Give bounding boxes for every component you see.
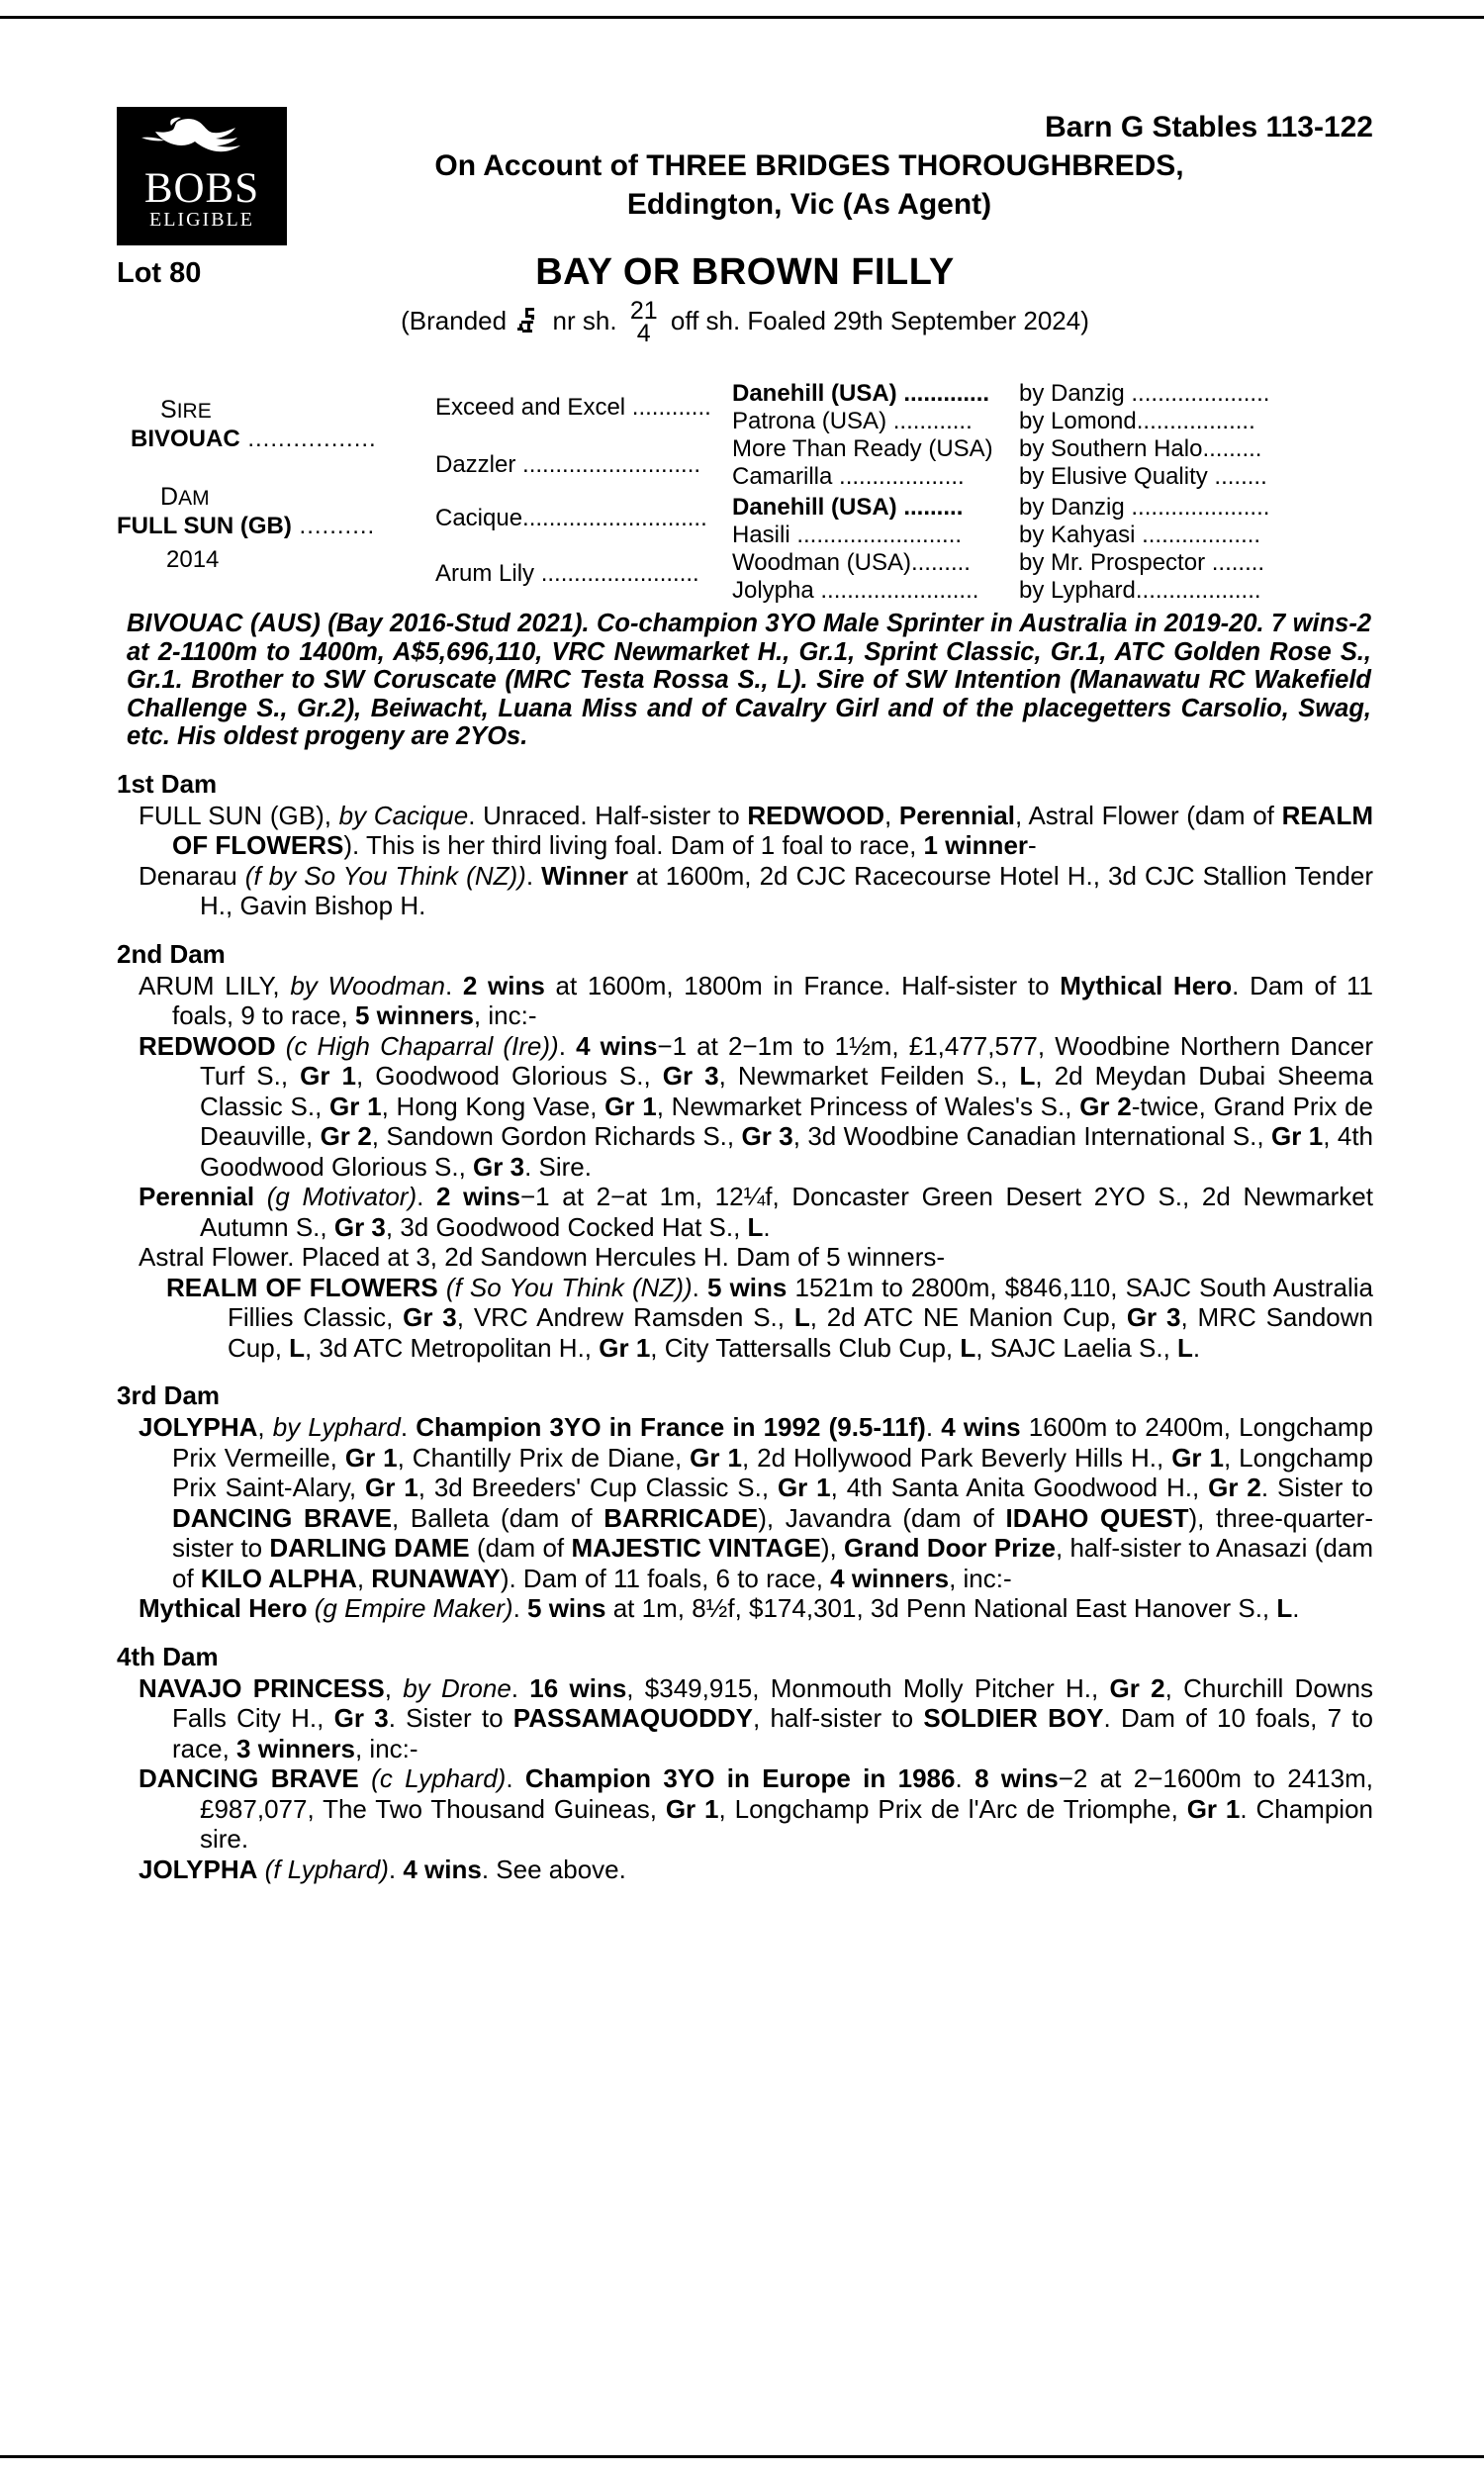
brand-number-stack <box>629 297 658 347</box>
pedigree-gen2-cell: Exceed and Excel ............ <box>435 394 711 421</box>
pedigree-gen4-cell: by Elusive Quality ........ <box>1019 463 1267 490</box>
pedigree-gen3-cell: Danehill (USA) ............. <box>732 380 990 407</box>
sire-name <box>131 426 377 453</box>
pedigree-gen2-cell: Arum Lily ........................ <box>435 560 699 587</box>
dam-section-heading: 1st Dam <box>117 768 218 799</box>
sire-label: SIRE <box>160 396 212 424</box>
dam-name <box>117 513 375 540</box>
dam-sections <box>117 769 1373 1885</box>
sire-name-dots: ................. <box>239 426 377 452</box>
lot-title-block <box>117 249 1373 366</box>
pedigree-gen4-cell: by Danzig ..................... <box>1019 380 1270 407</box>
brand-denominator: 4 <box>636 320 651 347</box>
page-content <box>117 91 1373 1884</box>
branding-line <box>117 297 1373 347</box>
dam-section-heading: 4th Dam <box>117 1641 219 1671</box>
brand-numerator: 21 <box>629 297 658 325</box>
pedigree-gen4-cell: by Mr. Prospector ........ <box>1019 549 1265 576</box>
dam-entry: REALM OF FLOWERS (f So You Think (NZ)). 5 wins 1521m to 2800m, $846,110, SAJC South Australia Fillies Classic, Gr 3, VRC Andrew Ramsden S., L, 2d ATC NE Manion Cup, Gr 3, MRC Sandown Cup, L, 3d ATC Metropolitan H., Gr 1, City Tattersalls Club Cup, L, SAJC Laelia S., L. <box>166 1272 1373 1363</box>
pedigree-gen3-cell: Hasili ......................... <box>732 522 963 548</box>
lot-number: Lot 80 <box>117 257 202 289</box>
dam-entry: NAVAJO PRINCESS, by Drone. 16 wins, $349,915, Monmouth Molly Pitcher H., Gr 2, Churchill Downs Falls City H., Gr 3. Sister to PASSAMAQUODDY, half-sister to SOLDIER BOY. Dam of 10 foals, 7 to race, 3 winners, inc:- <box>139 1672 1374 1763</box>
dam-entry: JOLYPHA, by Lyphard. Champion 3YO in France in 1992 (9.5-11f). 4 wins 1600m to 2400m, Longchamp Prix Vermeille, Gr 1, Chantilly Prix de Diane, Gr 1, 2d Hollywood Park Beverly Hills H., Gr 1, Longchamp Prix Saint-Alary, Gr 1, 3d Breeders' Cup Classic S., Gr 1, 4th Santa Anita Goodwood H., Gr 2. Sister to DANCING BRAVE, Balleta (dam of BARRICADE), Javandra (dam of IDAHO QUEST), three-quarter-sister to DARLING DAME (dam of MAJESTIC VINTAGE), Grand Door Prize, half-sister to Anasazi (dam of KILO ALPHA, RUNAWAY). Dam of 11 foals, 6 to race, 4 winners, inc:- <box>139 1412 1374 1593</box>
pedigree-table <box>117 376 1373 604</box>
barn-stables-label: Barn G Stables 113-122 <box>1045 111 1373 143</box>
pedigree-gen2-cell: Dazzler ........................... <box>435 451 701 478</box>
dam-year: 2014 <box>166 546 220 573</box>
branded-mid: nr sh. <box>552 306 617 335</box>
pedigree-gen4-cell: by Southern Halo......... <box>1019 435 1262 462</box>
logo-eligible-text: ELIGIBLE <box>149 209 254 231</box>
sire-description: BIVOUAC (AUS) (Bay 2016-Stud 2021). Co-champion 3YO Male Sprinter in Australia in 2019-20. 7 wins-2 at 2-1100m to 1400m, A$5,696,110, VRC Newmarket H., Gr.1, Sprint Classic, Gr.1, ATC Golden Rose S., Gr.1. Brother to SW Coruscate (MRC Testa Rossa S., L). Sire of SW Intention (Manawatu RC Wakefield Challenge S., Gr.2), Beiwacht, Luana Miss and of Cavalry Girl and of the placegetters Carsolio, Swag, etc. His oldest progeny are 2YOs. <box>127 610 1371 750</box>
pedigree-gen4-cell: by Lyphard................... <box>1019 577 1261 604</box>
pedigree-gen3-cell: Camarilla ................... <box>732 463 965 490</box>
account-line-2: Eddington, Vic (As Agent) <box>626 188 992 221</box>
bottom-rule <box>0 2455 1484 2458</box>
dam-entry: Astral Flower. Placed at 3, 2d Sandown Hercules H. Dam of 5 winners- <box>139 1242 946 1272</box>
dam-entry: Perennial (g Motivator). 2 wins−1 at 2−at 1m, 12¼f, Doncaster Green Desert 2YO S., 2d Newmarket Autumn S., Gr 3, 3d Goodwood Cocked Hat S., L. <box>139 1182 1373 1242</box>
dam-entry: Denarau (f by So You Think (NZ)). Winner at 1600m, 2d CJC Racecourse Hotel H., 3d CJC Stallion Tender H., Gavin Bishop H. <box>139 860 1373 920</box>
branded-prefix: (Branded <box>401 306 508 335</box>
dam-section-heading: 2nd Dam <box>117 938 226 969</box>
pedigree-gen3-cell: Woodman (USA)......... <box>732 549 971 576</box>
dam-entry: REDWOOD (c High Chaparral (Ire)). 4 wins−1 at 2−1m to 1½m, £1,477,577, Woodbine Northern Dancer Turf S., Gr 1, Goodwood Glorious S., Gr 3, Newmarket Feilden S., L, 2d Meydan Dubai Sheema Classic S., Gr 1, Hong Kong Vase, Gr 1, Newmarket Princess of Wales's S., Gr 2-twice, Grand Prix de Deauville, Gr 2, Sandown Gordon Richards S., Gr 3, 3d Woodbine Canadian International S., Gr 1, 4th Goodwood Glorious S., Gr 3. Sire. <box>139 1030 1374 1182</box>
dam-name-text: FULL SUN (GB) <box>117 513 292 539</box>
pedigree-gen2-cell: Cacique............................ <box>435 505 707 531</box>
pedigree-gen4-cell: by Danzig ..................... <box>1019 494 1270 521</box>
dam-entry: DANCING BRAVE (c Lyphard). Champion 3YO in Europe in 1986. 8 wins−2 at 2−1600m to 2413m, £987,077, The Two Thousand Guineas, Gr 1, Longchamp Prix de l'Arc de Triomphe, Gr 1. Champion sire. <box>139 1763 1374 1854</box>
dam-name-dots: .......... <box>291 513 376 539</box>
pedigree-gen3-cell: More Than Ready (USA) <box>732 435 993 462</box>
dam-label: DAM <box>160 483 210 511</box>
branded-suffix: off sh. Foaled 29th September 2024) <box>670 306 1089 335</box>
account-line-1: On Account of THREE BRIDGES THOROUGHBREDS, <box>434 149 1184 182</box>
dam-section-heading: 3rd Dam <box>117 1380 221 1410</box>
logo-brand-text: BOBS <box>143 165 260 212</box>
horse-sex-colour: BAY OR BROWN FILLY <box>535 251 955 293</box>
dam-entry: ARUM LILY, by Woodman. 2 wins at 1600m, 1800m in France. Half-sister to Mythical Hero. Dam of 11 foals, 9 to race, 5 winners, inc:- <box>139 970 1373 1030</box>
pedigree-gen4-cell: by Lomond.................. <box>1019 408 1255 434</box>
dam-entry: FULL SUN (GB), by Cacique. Unraced. Half-sister to REDWOOD, Perennial, Astral Flower (dam of REALM OF FLOWERS). This is her third living foal. Dam of 1 foal to race, 1 winner- <box>139 800 1373 860</box>
pedigree-gen3-cell: Patrona (USA) ............ <box>732 408 973 434</box>
pedigree-gen4-cell: by Kahyasi .................. <box>1019 522 1261 548</box>
brand-symbol-icon <box>516 306 542 335</box>
page-header <box>117 91 1373 249</box>
sire-name-text: BIVOUAC <box>131 426 240 452</box>
top-rule <box>0 16 1484 19</box>
dam-entry: JOLYPHA (f Lyphard). 4 wins. See above. <box>139 1854 626 1884</box>
pedigree-gen3-cell: Jolypha ........................ <box>732 577 979 604</box>
pedigree-gen3-cell: Danehill (USA) ......... <box>732 494 964 521</box>
dam-entry: Mythical Hero (g Empire Maker). 5 wins at 1m, 8½f, $174,301, 3d Penn National East Hanover S., L. <box>139 1593 1300 1623</box>
account-block <box>245 146 1373 224</box>
